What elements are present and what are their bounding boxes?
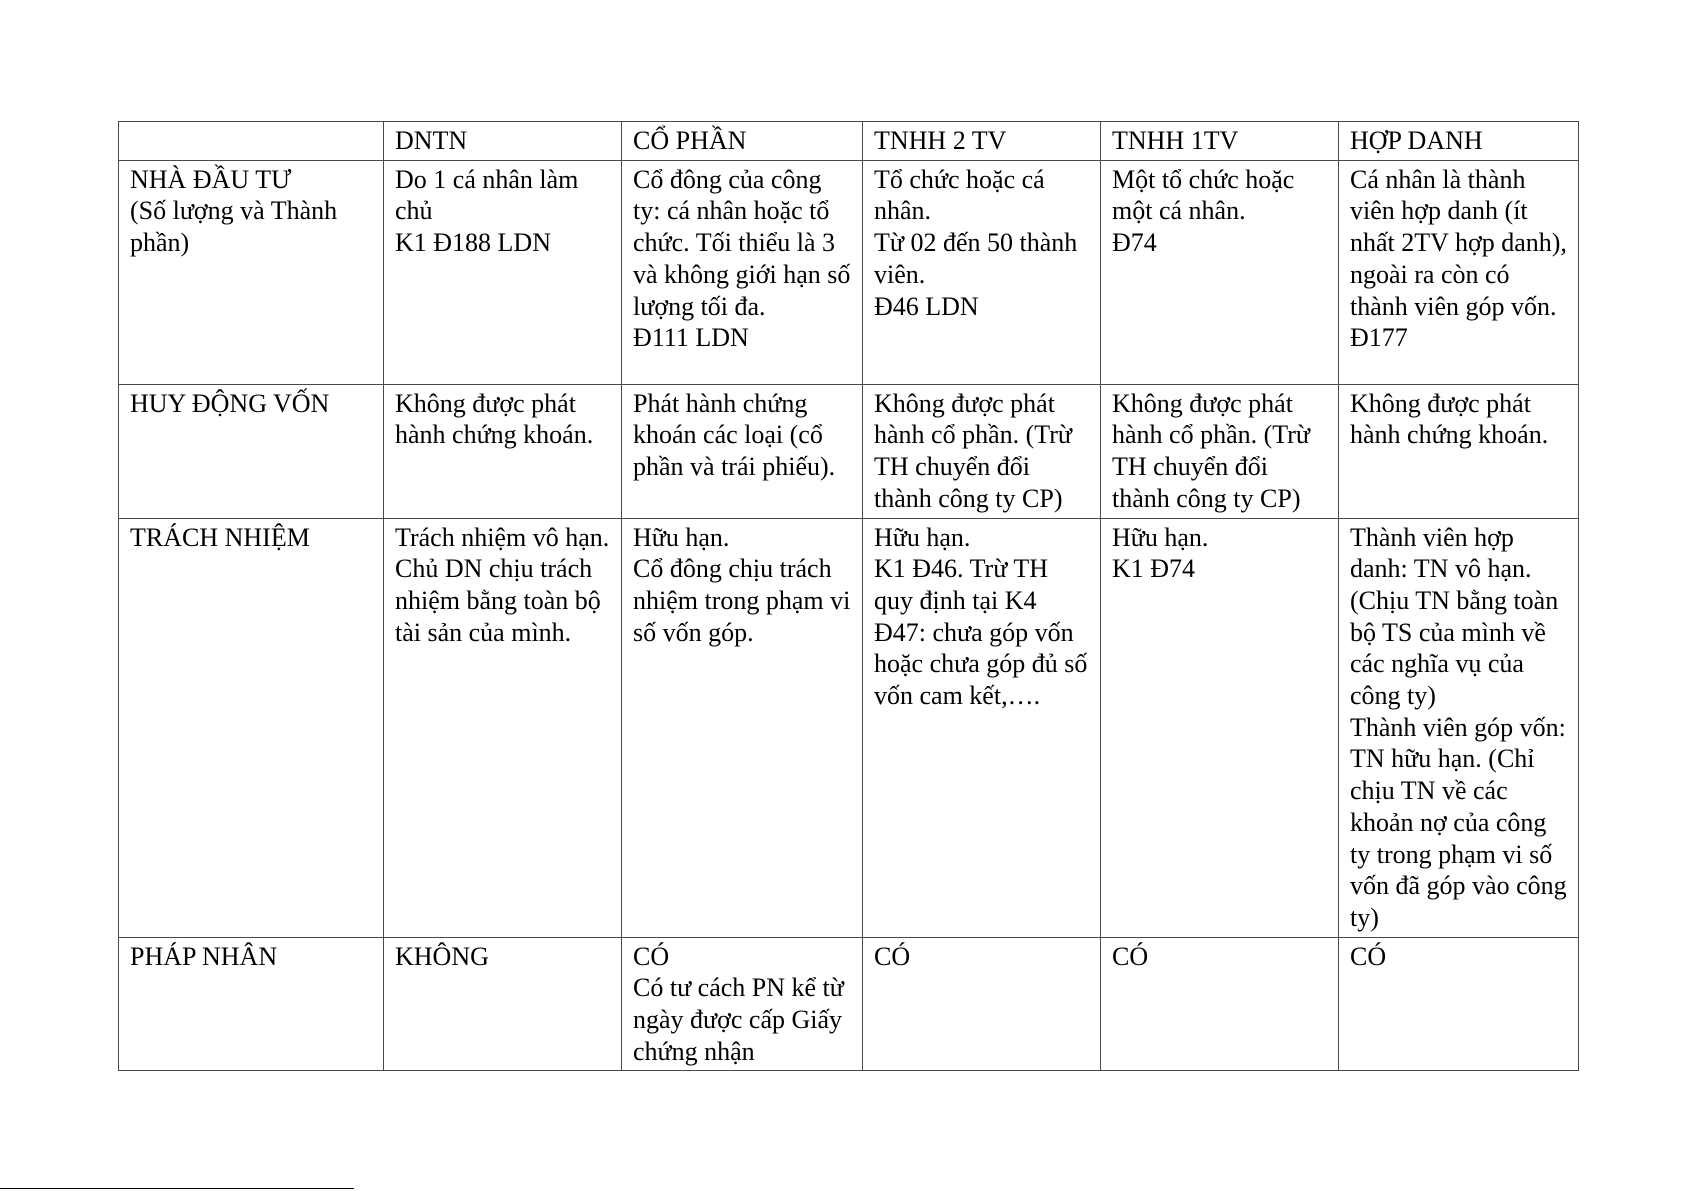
- table-cell: Hữu hạn. K1 Đ46. Trừ TH quy định tại K4 Đ47: chưa góp vốn hoặc chưa góp đủ số vốn cam kết,….: [863, 518, 1101, 937]
- row-label: NHÀ ĐẦU TƯ (Số lượng và Thành phần): [119, 160, 384, 384]
- table-cell: Không được phát hành chứng khoán.: [384, 384, 622, 518]
- header-cell-co-phan: CỔ PHẦN: [622, 122, 863, 161]
- table-row-huy-dong-von: [119, 384, 1579, 518]
- table-cell: CÓ: [1101, 937, 1339, 1071]
- header-row: [119, 122, 1579, 161]
- table-cell: Tổ chức hoặc cá nhân. Từ 02 đến 50 thành viên. Đ46 LDN: [863, 160, 1101, 384]
- header-cell-tnhh-2tv: TNHH 2 TV: [863, 122, 1101, 161]
- table-cell: Trách nhiệm vô hạn. Chủ DN chịu trách nhiệm bằng toàn bộ tài sản của mình.: [384, 518, 622, 937]
- table-cell: Một tổ chức hoặc một cá nhân. Đ74: [1101, 160, 1339, 384]
- table-cell: CÓ: [863, 937, 1101, 1071]
- table-cell: Không được phát hành cổ phần. (Trừ TH chuyển đổi thành công ty CP): [863, 384, 1101, 518]
- header-cell-hop-danh: HỢP DANH: [1339, 122, 1579, 161]
- table-cell: Cá nhân là thành viên hợp danh (ít nhất 2TV hợp danh), ngoài ra còn có thành viên góp vốn. Đ177: [1339, 160, 1579, 384]
- comparison-table: [118, 121, 1579, 1071]
- row-label: TRÁCH NHIỆM: [119, 518, 384, 937]
- footnote-separator: [0, 1188, 354, 1189]
- table-cell: Không được phát hành cổ phần. (Trừ TH chuyển đổi thành công ty CP): [1101, 384, 1339, 518]
- table-row-nha-dau-tu: [119, 160, 1579, 384]
- row-label: PHÁP NHÂN: [119, 937, 384, 1071]
- table-cell: Hữu hạn. Cổ đông chịu trách nhiệm trong phạm vi số vốn góp.: [622, 518, 863, 937]
- table-cell: Thành viên hợp danh: TN vô hạn. (Chịu TN bằng toàn bộ TS của mình về các nghĩa vụ của công ty) Thành viên góp vốn: TN hữu hạn. (Chỉ chịu TN về các khoản nợ của công ty trong phạm vi số vốn đã góp vào công ty): [1339, 518, 1579, 937]
- table-cell: Phát hành chứng khoán các loại (cổ phần và trái phiếu).: [622, 384, 863, 518]
- table-cell: Cổ đông của công ty: cá nhân hoặc tổ chức. Tối thiểu là 3 và không giới hạn số lượng tối đa. Đ111 LDN: [622, 160, 863, 384]
- table-cell: Do 1 cá nhân làm chủ K1 Đ188 LDN: [384, 160, 622, 384]
- table-cell: Hữu hạn. K1 Đ74: [1101, 518, 1339, 937]
- header-cell-tnhh-1tv: TNHH 1TV: [1101, 122, 1339, 161]
- table-cell: CÓ Có tư cách PN kể từ ngày được cấp Giấy chứng nhận: [622, 937, 863, 1071]
- table-cell: CÓ: [1339, 937, 1579, 1071]
- table-cell: KHÔNG: [384, 937, 622, 1071]
- row-label: HUY ĐỘNG VỐN: [119, 384, 384, 518]
- header-cell-empty: [119, 122, 384, 161]
- table-row-phap-nhan: [119, 937, 1579, 1071]
- table-cell: Không được phát hành chứng khoán.: [1339, 384, 1579, 518]
- table-row-trach-nhiem: [119, 518, 1579, 937]
- header-cell-dntn: DNTN: [384, 122, 622, 161]
